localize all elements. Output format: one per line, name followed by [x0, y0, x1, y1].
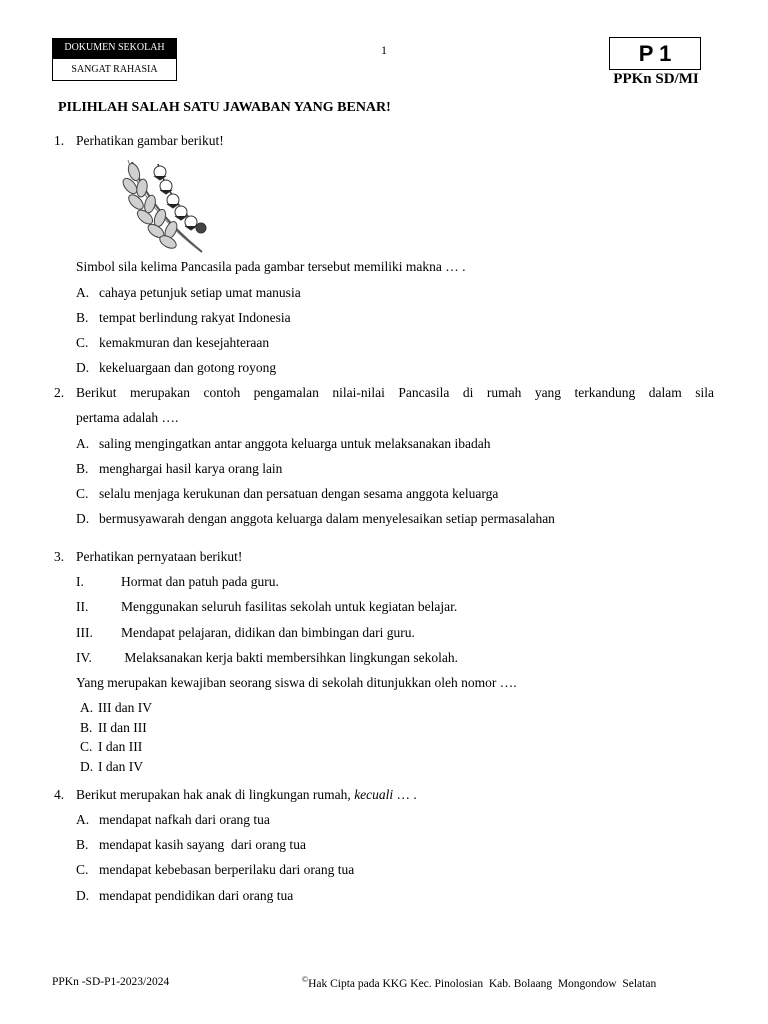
question-stem-emphasis: kecuali — [354, 787, 394, 802]
footer-document-code: PPKn -SD-P1-2023/2024 — [52, 976, 170, 988]
instruction-heading: PILIHLAH SALAH SATU JAWABAN YANG BENAR! — [58, 100, 391, 115]
secrecy-label: SANGAT RAHASIA — [52, 58, 177, 81]
document-label: DOKUMEN SEKOLAH — [52, 38, 177, 58]
question-intro: Perhatikan gambar berikut! — [76, 133, 224, 148]
option-letter: B. — [80, 720, 93, 735]
option-text: mendapat pendidikan dari orang tua — [99, 888, 294, 903]
question-stem: Yang merupakan kewajiban seorang siswa di sekolah ditunjukkan oleh nomor …. — [76, 675, 517, 690]
option-letter: A. — [76, 436, 90, 451]
option-letter: C. — [76, 486, 89, 501]
option-text: mendapat kasih sayang dari orang tua — [99, 837, 306, 852]
option-letter: A. — [76, 812, 90, 827]
padi-kapas-icon — [118, 156, 216, 256]
option-text: tempat berlindung rakyat Indonesia — [99, 310, 291, 325]
question-stem: Berikut merupakan contoh pengamalan nilai-nilai Pancasila di rumah yang terkandung dalam sila — [76, 385, 714, 400]
option-letter: D. — [76, 360, 90, 375]
question-number: 4. — [54, 787, 65, 802]
copyright-symbol: © — [302, 975, 309, 984]
option-letter: B. — [76, 310, 89, 325]
option-letter: B. — [76, 837, 89, 852]
statement-roman: I. — [76, 574, 84, 589]
option-text: saling mengingatkan antar anggota keluarga untuk melaksanakan ibadah — [99, 436, 491, 451]
statement-text: Menggunakan seluruh fasilitas sekolah untuk kegiatan belajar. — [121, 599, 458, 614]
question-stem-ellipsis: … . — [393, 787, 417, 802]
option-letter: A. — [80, 700, 94, 715]
question-intro: Perhatikan pernyataan berikut! — [76, 549, 243, 564]
option-letter: A. — [76, 285, 90, 300]
option-text: I dan III — [98, 739, 143, 754]
paper-code: P 1 — [609, 37, 701, 70]
question-number: 2. — [54, 385, 65, 400]
option-letter: D. — [76, 888, 90, 903]
question-stem-continued: pertama adalah …. — [76, 410, 179, 425]
option-text: kekeluargaan dan gotong royong — [99, 360, 277, 375]
option-text: selalu menjaga kerukunan dan persatuan dengan sesama anggota keluarga — [99, 486, 499, 501]
option-text: II dan III — [98, 720, 147, 735]
option-text: menghargai hasil karya orang lain — [99, 461, 283, 476]
statement-text: Hormat dan patuh pada guru. — [121, 574, 279, 589]
option-text: mendapat kebebasan berperilaku dari orang tua — [99, 862, 355, 877]
option-text: bermusyawarah dengan anggota keluarga dalam menyelesaikan setiap permasalahan — [99, 511, 555, 526]
question-number: 1. — [54, 133, 65, 148]
option-text: cahaya petunjuk setiap umat manusia — [99, 285, 301, 300]
option-letter: C. — [80, 739, 93, 754]
statement-roman: III. — [76, 625, 93, 640]
statement-text: Melaksanakan kerja bakti membersihkan lingkungan sekolah. — [121, 650, 459, 665]
option-text: mendapat nafkah dari orang tua — [99, 812, 270, 827]
option-letter: C. — [76, 335, 89, 350]
option-letter: D. — [80, 759, 94, 774]
statement-roman: IV. — [76, 650, 92, 665]
option-letter: D. — [76, 511, 90, 526]
question-number: 3. — [54, 549, 65, 564]
footer-copyright — [302, 975, 656, 990]
statement-text: Mendapat pelajaran, didikan dan bimbingan dari guru. — [121, 625, 415, 640]
question-stem: Simbol sila kelima Pancasila pada gambar tersebut memiliki makna … . — [76, 259, 466, 274]
question-stem — [76, 787, 417, 803]
option-letter: C. — [76, 862, 89, 877]
subject-label: PPKn SD/MI — [613, 71, 699, 87]
option-text: III dan IV — [98, 700, 152, 715]
copyright-text: Hak Cipta pada KKG Kec. Pinolosian Kab. Bolaang Mongondow Selatan — [308, 977, 657, 990]
option-letter: B. — [76, 461, 89, 476]
option-text: kemakmuran dan kesejahteraan — [99, 335, 270, 350]
question-stem-text: Berikut merupakan hak anak di lingkungan rumah, — [76, 787, 355, 802]
option-text: I dan IV — [98, 759, 143, 774]
page-number: 1 — [381, 43, 387, 57]
statement-roman: II. — [76, 599, 89, 614]
